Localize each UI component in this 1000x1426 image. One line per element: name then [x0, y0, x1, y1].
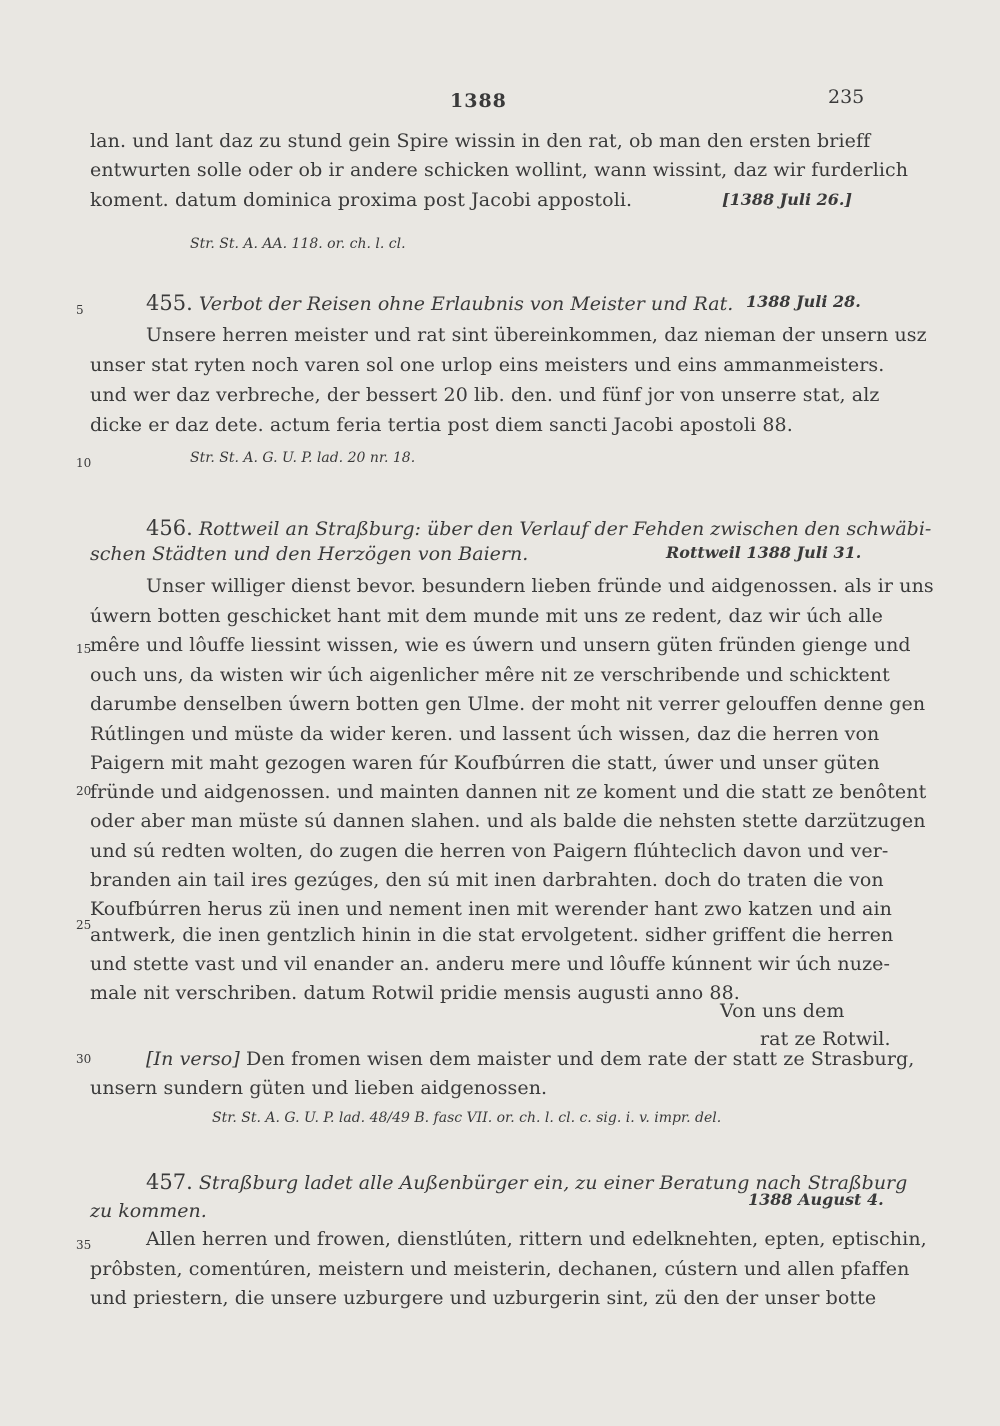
entry-date: [1388 Juli 26.]	[722, 190, 853, 209]
text-line: unsern sundern güten und lieben aidgenossen.	[90, 1077, 548, 1099]
entry-title-continued: schen Städten und den Herzögen von Baiern.	[90, 543, 529, 565]
text-line: Unsere herren meister und rat sint übereinkommen, daz nieman der unsern usz	[146, 324, 927, 346]
source-citation: Str. St. A. G. U. P. lad. 20 nr. 18.	[190, 450, 416, 466]
text-line: dicke er daz dete. actum feria tertia post diem sancti Jacobi apostoli 88.	[90, 414, 793, 436]
text-line: branden ain tail ires gezúges, den sú mit inen darbrahten. doch do traten die von	[90, 869, 884, 891]
closing-signature: rat ze Rotwil.	[760, 1028, 891, 1050]
margin-line-number: 10	[76, 456, 92, 470]
entry-title: Rottweil an Straßburg: über den Verlauf der Fehden zwischen den schwäbi-	[198, 518, 932, 540]
text-line: und wer daz verbreche, der bessert 20 lib. den. und fünf jor von unserre stat, alz	[90, 384, 880, 406]
text-line: oder aber man müste sú dannen slahen. und als balde die nehsten stette darzützugen	[90, 810, 926, 832]
entry-date: Rottweil 1388 Juli 31.	[666, 543, 862, 562]
text-line: lan. und lant daz zu stund gein Spire wissin in den rat, ob man den ersten brieff	[90, 130, 871, 152]
text-line: Allen herren und frowen, dienstlúten, rittern und edelknehten, epten, eptischin,	[146, 1228, 927, 1250]
text-line: antwerk, die inen gentzlich hinin in die stat ervolgetent. sidher griffent die herren	[90, 924, 894, 946]
text-line: darumbe denselben úwern botten gen Ulme. der moht nit verrer gelouffen denne gen	[90, 693, 926, 715]
closing-signature: Von uns dem	[720, 1000, 845, 1022]
margin-line-number: 35	[76, 1238, 92, 1252]
text-line: und priestern, die unsere uzburgere und uzburgerin sint, zü den der unser botte	[90, 1287, 877, 1309]
text-line: Koufbúrren herus zü inen und nement inen mit werender hant zwo katzen und ain	[90, 898, 892, 920]
text-line: unser stat ryten noch varen sol one urlop eins meisters und eins ammanmeisters.	[90, 354, 885, 376]
margin-line-number: 5	[76, 303, 84, 317]
text-line: mêre und lôuffe liessint wissen, wie es úwern und unsern güten fründen gienge und	[90, 634, 911, 656]
verso-text: Den fromen wisen dem maister und dem rate der statt ze Strasburg,	[239, 1048, 915, 1070]
page-number: 235	[828, 86, 865, 108]
entry-date: 1388 Juli 28.	[746, 292, 861, 311]
margin-line-number: 20	[76, 784, 92, 798]
source-citation: Str. St. A. AA. 118. or. ch. l. cl.	[190, 236, 406, 252]
entry-date: 1388 August 4.	[748, 1190, 884, 1209]
text-line: male nit verschriben. datum Rotwil pridie mensis augusti anno 88.	[90, 982, 740, 1004]
text-line: und stette vast und vil enander an. anderu mere und lôuffe kúnnent wir úch nuze-	[90, 953, 891, 975]
text-line: fründe und aidgenossen. und mainten dannen nit ze koment und die statt ze benôtent	[90, 781, 927, 803]
text-line: entwurten solle oder ob ir andere schicken wollint, wann wissint, daz wir furderlich	[90, 159, 909, 181]
text-line: úwern botten geschicket hant mit dem munde mit uns ze redent, daz wir úch alle	[90, 605, 884, 627]
entry-number: 457.	[146, 1170, 193, 1194]
running-head-year: 1388	[450, 90, 507, 112]
text-line: Rútlingen und müste da wider keren. und lassent úch wissen, daz die herren von	[90, 723, 880, 745]
text-line: koment. datum dominica proxima post Jacobi appostoli.	[90, 189, 633, 211]
entry-title-continued: zu kommen.	[90, 1200, 207, 1222]
text-line: und sú redten wolten, do zugen die herren von Paigern flúhteclich davon und ver-	[90, 840, 889, 862]
text-line: ouch uns, da wisten wir úch aigenlicher mêre nit ze verschribende und schicktent	[90, 664, 890, 686]
verso-label: [In verso]	[146, 1048, 240, 1070]
margin-line-number: 25	[76, 918, 92, 932]
margin-line-number: 30	[76, 1052, 92, 1066]
entry-title: Verbot der Reisen ohne Erlaubnis von Meister und Rat.	[198, 293, 734, 315]
margin-line-number: 15	[76, 642, 92, 656]
text-line: Unser williger dienst bevor. besundern lieben fründe und aidgenossen. als ir uns	[146, 575, 934, 597]
entry-heading	[146, 291, 733, 315]
entry-number: 456.	[146, 516, 193, 540]
source-citation: Str. St. A. G. U. P. lad. 48/49 B. fasc VII. or. ch. l. cl. c. sig. i. v. impr. del.	[212, 1110, 722, 1126]
text-line: Paigern mit maht gezogen waren fúr Koufbúrren die statt, úwer und unser güten	[90, 752, 880, 774]
entry-title: Straßburg ladet alle Außenbürger ein, zu einer Beratung nach Straßburg	[198, 1172, 908, 1194]
text-line: prôbsten, comentúren, meistern und meisterin, dechanen, cústern und allen pfaffen	[90, 1258, 910, 1280]
entry-heading	[146, 516, 931, 540]
entry-number: 455.	[146, 291, 193, 315]
verso-address	[146, 1048, 914, 1070]
